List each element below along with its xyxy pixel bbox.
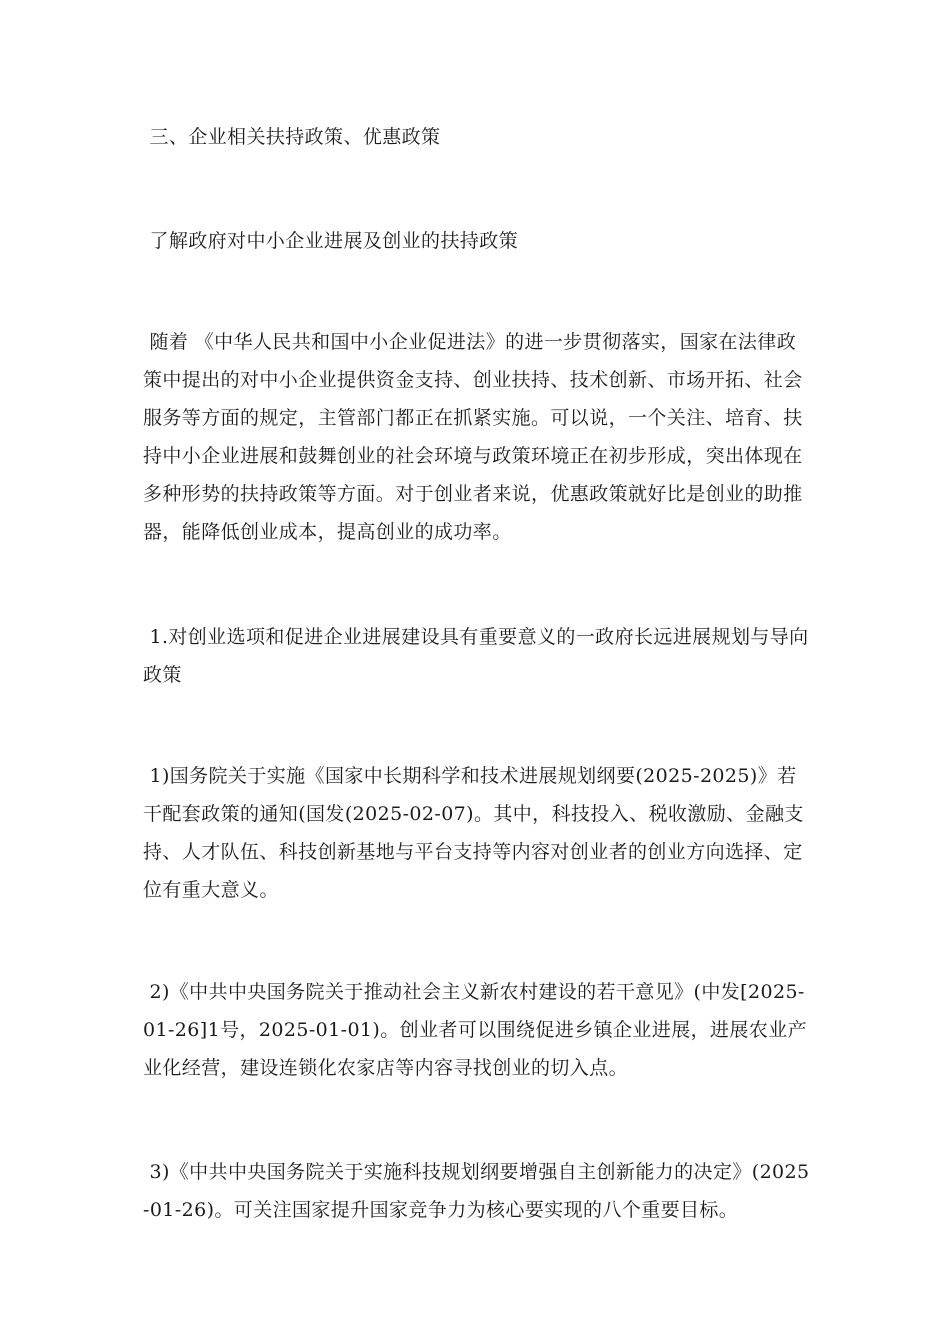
paragraph-policy-item-2: 2)《中共中央国务院关于推动社会主义新农村建设的若干意见》(中发[2025-01-26]1号，2025-01-01)。创业者可以围绕促进乡镇企业进展，进展农业产业化经营，建设连锁化农家店等内容寻找创业的切入点。 xyxy=(143,981,808,1079)
paragraph-policy-item-3: 3)《中共中央国务院关于实施科技规划纲要增强自主创新能力的决定》(2025-01-26)。可关注国家提升国家竞争力为核心要实现的八个重要目标。 xyxy=(143,1161,810,1221)
paragraph-policy-item-1: 1)国务院关于实施《国家中长期科学和技术进展规划纲要(2025-2025)》若干配套政策的通知(国发(2025-02-07)。其中，科技投入、税收激励、金融支持、人才队伍、科技创新基地与平台支持等内容对创业者的创业方向选择、定位有重大意义。 xyxy=(143,765,804,901)
paragraph-policy-1: 1.对创业选项和促进企业进展建设具有重要意义的一政府长远进展规划与导向政策 xyxy=(143,626,809,686)
section-heading: 三、企业相关扶持政策、优惠政策 xyxy=(143,126,441,148)
paragraph-intro: 随着 《中华人民共和国中小企业促进法》的进一步贯彻落实，国家在法律政策中提出的对中小企业提供资金支持、创业扶持、技术创新、市场开拓、社会服务等方面的规定，主管部门都正在抓紧实施。可以说，一个关注、培育、扶持中小企业进展和鼓舞创业的社会环境与政策环境正在初步形成，突出体现在多种形势的扶持政策等方面。对于创业者来说，优惠政策就好比是创业的助推器，能降低创业成本，提高创业的成功率。 xyxy=(143,331,803,543)
subheading: 了解政府对中小企业进展及创业的扶持政策 xyxy=(143,230,519,252)
